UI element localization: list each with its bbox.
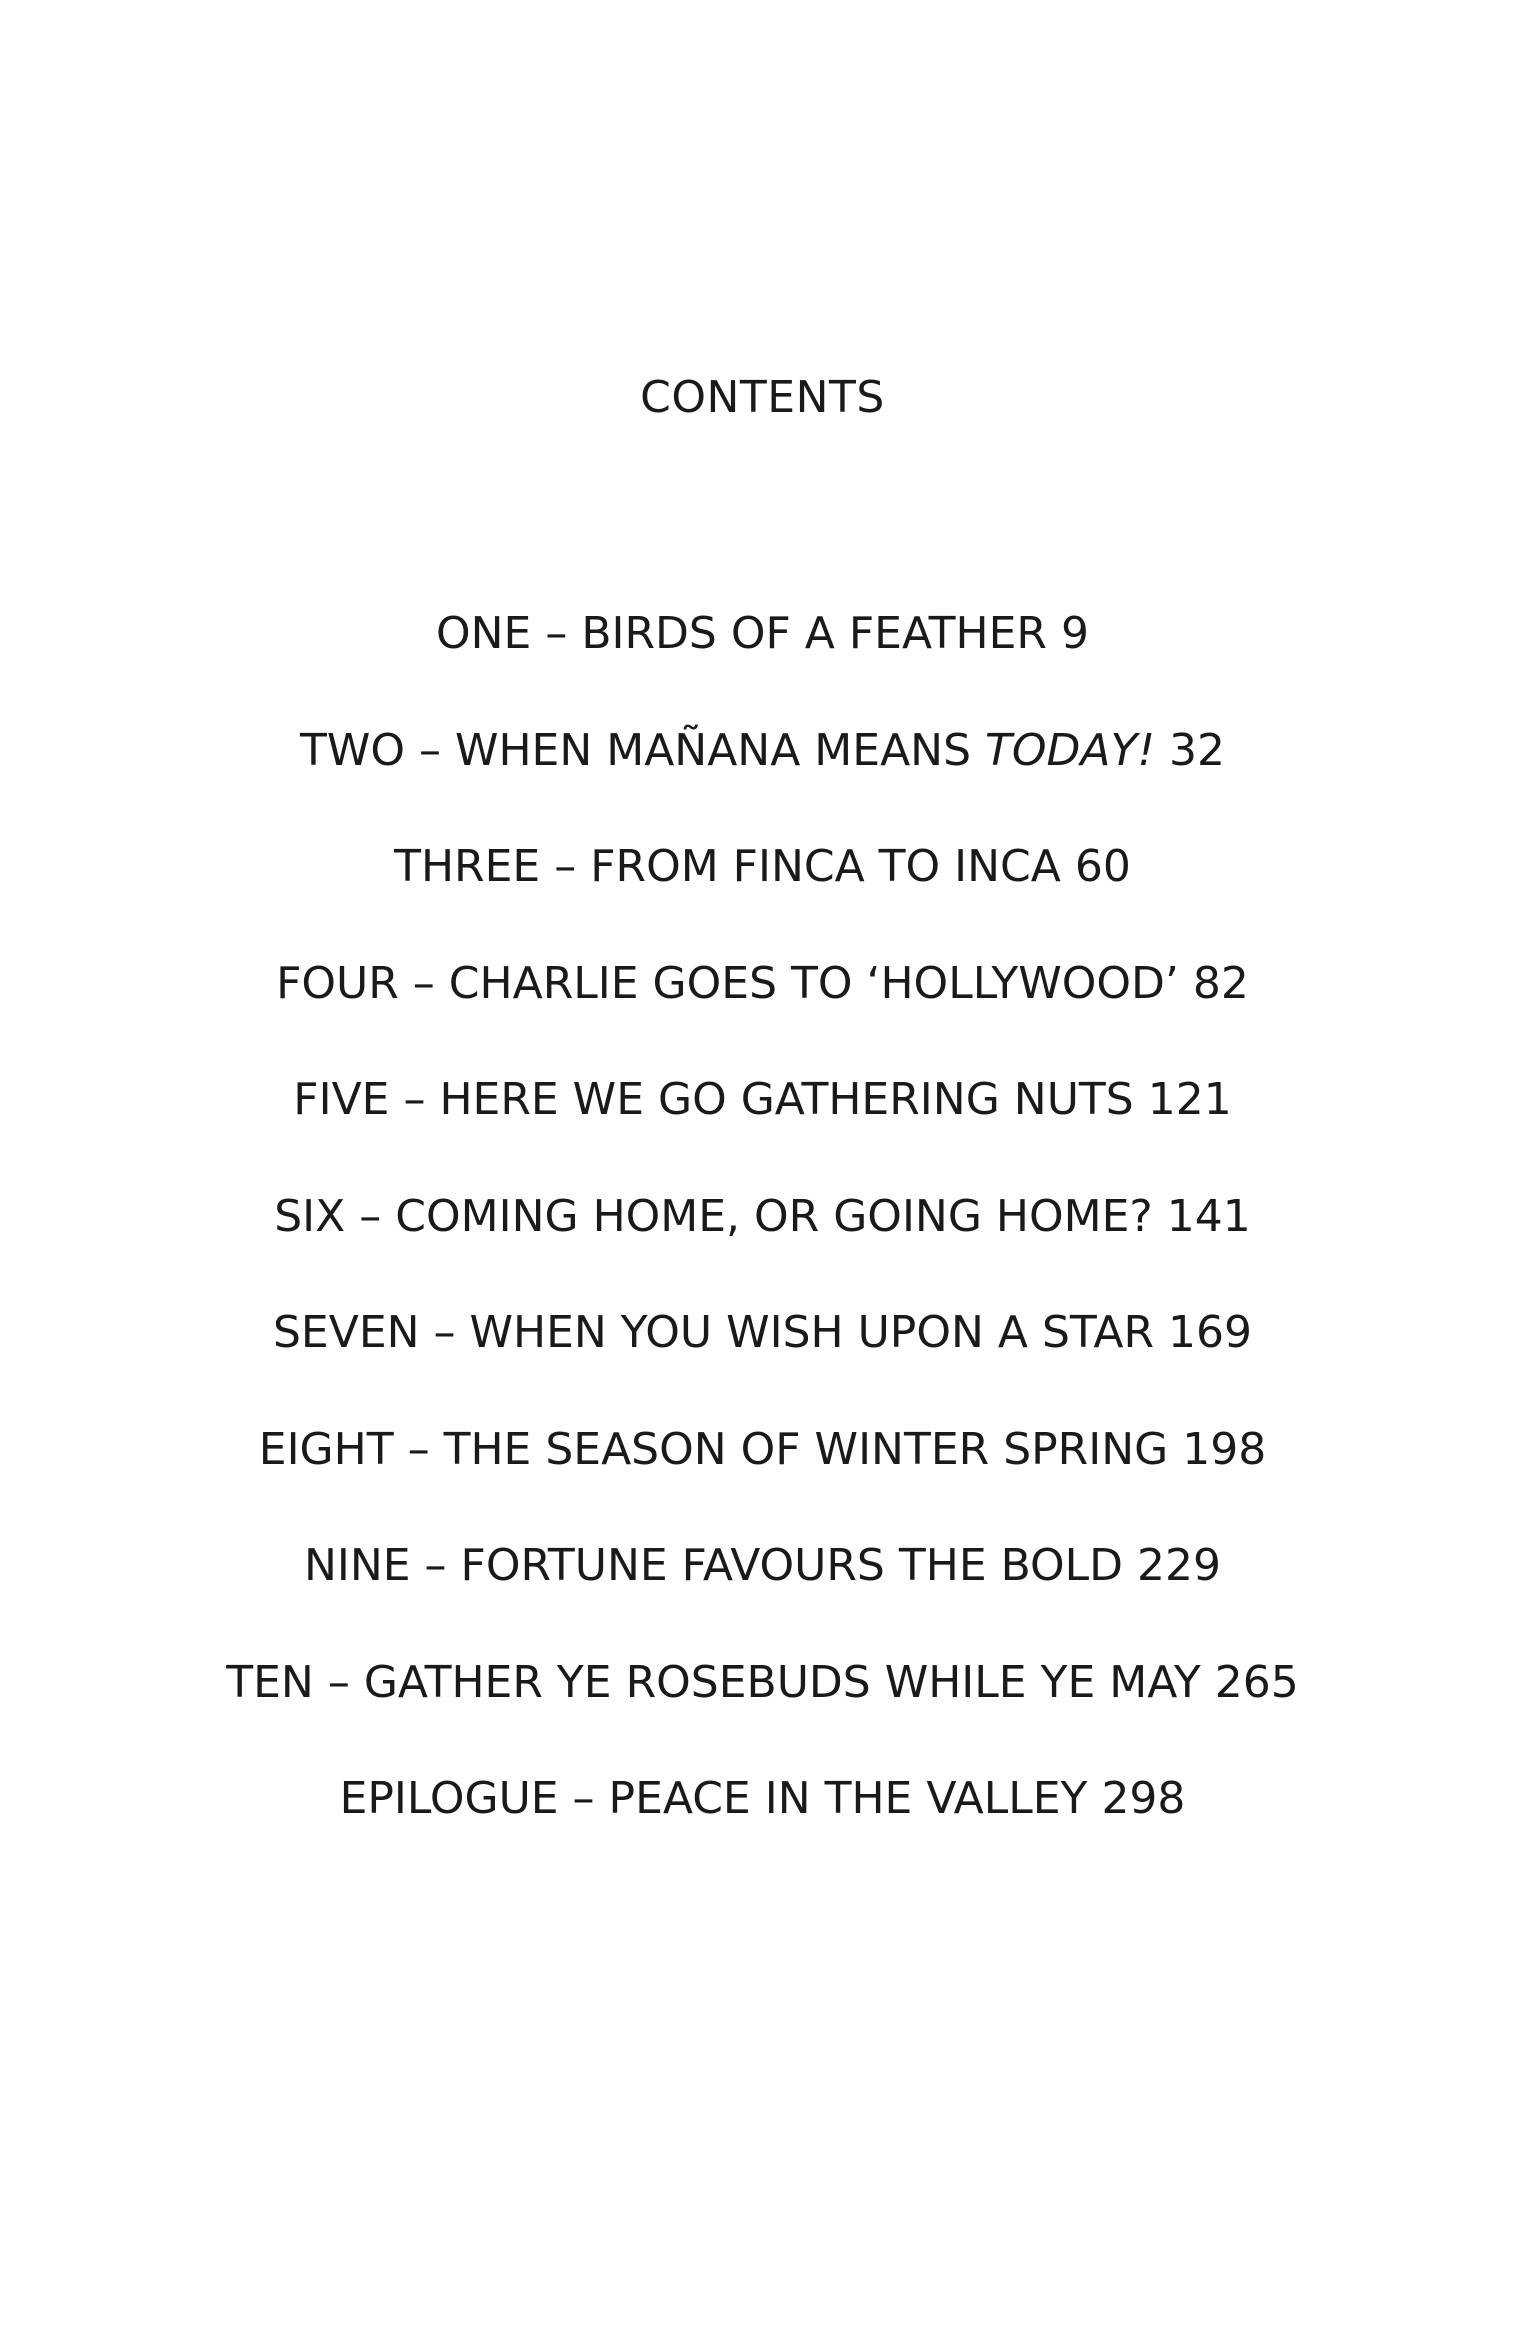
page-number: 82 [1192, 957, 1249, 1009]
toc-entry [0, 716, 1525, 833]
page-number: 169 [1168, 1307, 1252, 1358]
chapter-title: NINE – FORTUNE FAVOURS THE BOLD [303, 1540, 1124, 1591]
chapter-title: TWO – WHEN MAÑANA MEANS [299, 724, 972, 776]
toc-entry [0, 1182, 1525, 1299]
chapter-title: THREE – FROM FINCA TO INCA [394, 841, 1061, 892]
page-number: 265 [1214, 1656, 1299, 1708]
page-number: 121 [1147, 1074, 1232, 1125]
contents-title: CONTENTS [640, 372, 885, 423]
toc-entry [0, 599, 1525, 716]
page-number: 32 [1169, 724, 1226, 776]
chapter-title: SIX – COMING HOME, OR GOING HOME? [274, 1190, 1153, 1242]
chapter-title: EIGHT – THE SEASON OF WINTER SPRING [258, 1423, 1169, 1475]
toc-entry [0, 1415, 1525, 1532]
chapter-title: EPILOGUE – PEACE IN THE VALLEY [339, 1773, 1088, 1824]
page-number: 9 [1061, 608, 1089, 659]
toc-entry [0, 832, 1525, 949]
toc-entry [0, 1531, 1525, 1648]
chapter-title: TEN – GATHER YE ROSEBUDS WHILE YE MAY [226, 1656, 1201, 1708]
page-number: 229 [1137, 1540, 1222, 1591]
page-number: 60 [1074, 841, 1131, 892]
toc-entry [0, 949, 1525, 1066]
toc-entry [0, 1764, 1525, 1881]
toc-entry [0, 1065, 1525, 1182]
toc-entry [0, 1298, 1525, 1415]
chapter-title: SEVEN – WHEN YOU WISH UPON A STAR [273, 1307, 1155, 1358]
page-number: 141 [1166, 1190, 1251, 1242]
toc-entry [0, 1648, 1525, 1765]
chapter-title: FIVE – HERE WE GO GATHERING NUTS [293, 1074, 1134, 1125]
chapter-title: FOUR – CHARLIE GOES TO ‘HOLLYWOOD’ [276, 957, 1179, 1009]
table-of-contents [0, 599, 1525, 1881]
page-number: 198 [1182, 1423, 1267, 1475]
chapter-title: ONE – BIRDS OF A FEATHER [436, 608, 1047, 659]
page-number: 298 [1101, 1773, 1186, 1824]
chapter-title-emphasis: TODAY! [985, 724, 1156, 776]
